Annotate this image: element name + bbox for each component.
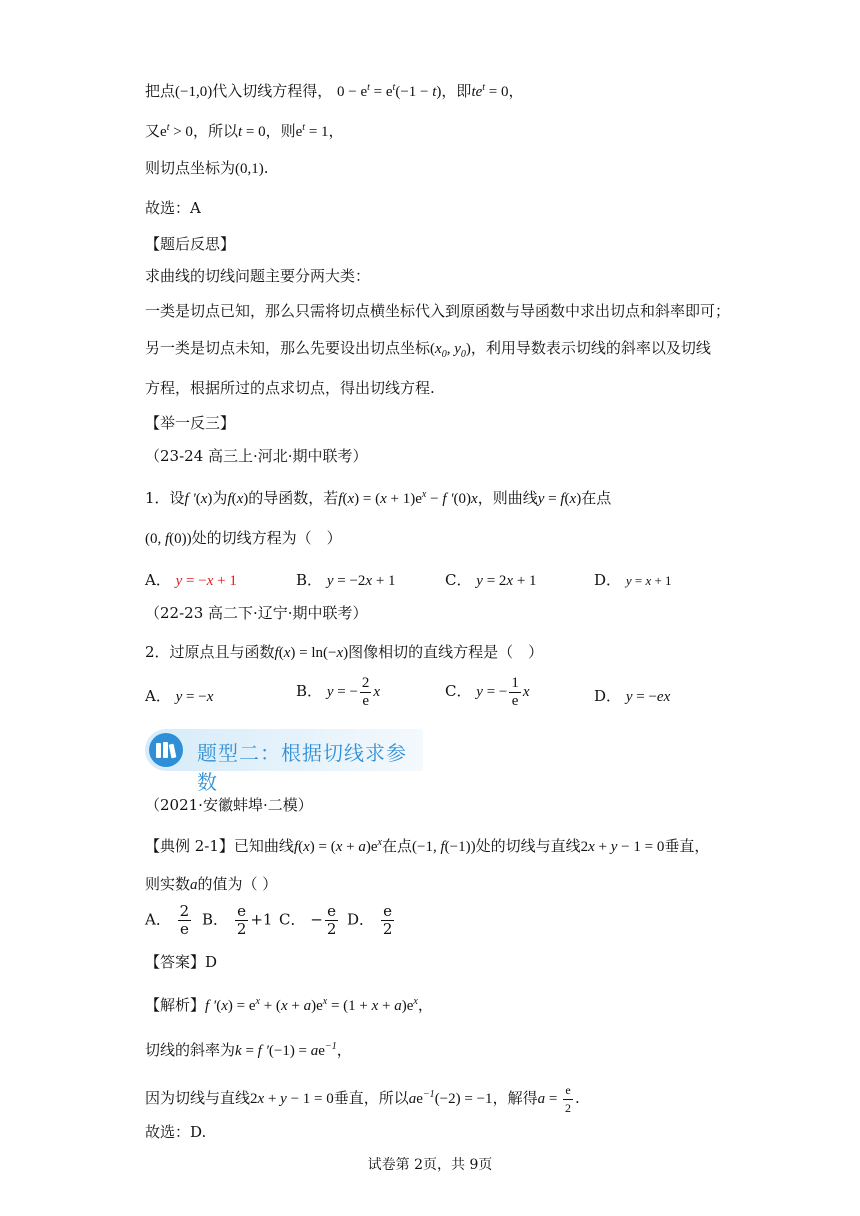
ex-option-a[interactable]: A． $\frac{2}{e}$ [145, 902, 190, 938]
source-label-3: （2021·安徽蚌埠·二模） [145, 796, 313, 814]
q2-option-c[interactable]: C． y = − $\frac{1}{e}$ x [445, 675, 530, 709]
example-2-1: 【典例 2-1】已知曲线$f(x) = (x + a)e^x$在点(−1, f(−1))处的切线与直线2x + y − 1 = 0垂直， [145, 837, 710, 855]
banner-title: 题型二：根据切线求参数 [197, 741, 407, 794]
section-reflection: 【题后反思】 [145, 235, 236, 253]
analysis-line-3: 因为切线与直线2x + y − 1 = 0垂直，所以$ae^{-1}(-2) = -1$，解得a = $\frac{e}{2}$ . [145, 1083, 580, 1115]
q2-option-b[interactable]: B． y = − $\frac{2}{e}$ x [296, 675, 381, 709]
question-2: 2．过原点且与函数f(x) = ln(−x)图像相切的直线方程是（ ） [145, 643, 544, 661]
ex-option-b[interactable]: B． $\frac{e}{2}$ +1 [202, 902, 273, 938]
section-banner [145, 729, 423, 794]
q1-option-c[interactable]: C． y = 2x + 1 [445, 571, 537, 589]
analysis-line-1: 【解析】f $'(x) = e^x + (x + a)e^x = (1 + x + a)e^x$， [145, 996, 433, 1014]
reflection-line-2: 一类是切点已知，那么只需将切点横坐标代入到原函数与导函数中求出切点和斜率即可； [145, 302, 731, 320]
q1-option-b[interactable]: B． y = −2x + 1 [296, 571, 396, 589]
source-label-2: （22-23 高二下·辽宁·期中联考） [145, 604, 368, 622]
q2-option-a[interactable]: A． y = −x [145, 687, 214, 705]
solution-line-3: 则切点坐标为(0,1). [145, 159, 269, 177]
solution-line-1: 把点(−1,0)代入切线方程得， $0 - e^t = e^t(-1 - t)$，即$te^t = 0$， [145, 82, 524, 100]
question-1: 1．设f ′(x)为f(x)的导函数，若$f(x) = (x + 1)e^x - f$ ′(0)x，则曲线y = f(x)在点 [145, 489, 612, 507]
solution-line-2: 又$e^t > 0$，所以t = 0，则$e^t = 1$， [145, 122, 344, 140]
reflection-line-1: 求曲线的切线问题主要分两大类： [145, 267, 371, 285]
analysis-line-2: 切线的斜率为k = f $'(-1) = ae^{-1}$， [145, 1041, 352, 1059]
q1-option-d[interactable]: D． y = x + 1 [594, 571, 672, 589]
choice-line: 故选：A [145, 199, 201, 217]
section-practice: 【举一反三】 [145, 414, 236, 432]
example-2-1-cont: 则实数a的值为（ ） [145, 875, 278, 893]
q1-option-a[interactable]: A． y = −x + 1 [145, 571, 237, 589]
ex-option-c[interactable]: C． − $\frac{e}{2}$ [279, 902, 337, 938]
analysis-line-4: 故选：D. [145, 1123, 207, 1141]
source-label-1: （23-24 高三上·河北·期中联考） [145, 447, 368, 465]
books-icon [149, 733, 183, 767]
question-1-cont: (0, f(0))处的切线方程为（ ） [145, 529, 342, 547]
answer-label: 【答案】D [145, 953, 218, 971]
q2-option-d[interactable]: D． y = −ex [594, 687, 671, 705]
page-footer: 试卷第 2页，共 9页 [367, 1157, 493, 1173]
reflection-line-3: 另一类是切点未知，那么先要设出切点坐标($x_0$, $y_0$)，利用导数表示切线的斜率以及切线 [145, 339, 711, 360]
reflection-line-4: 方程，根据所过的点求切点，得出切线方程. [145, 379, 435, 397]
ex-option-d[interactable]: D． $\frac{e}{2}$ [347, 902, 393, 938]
